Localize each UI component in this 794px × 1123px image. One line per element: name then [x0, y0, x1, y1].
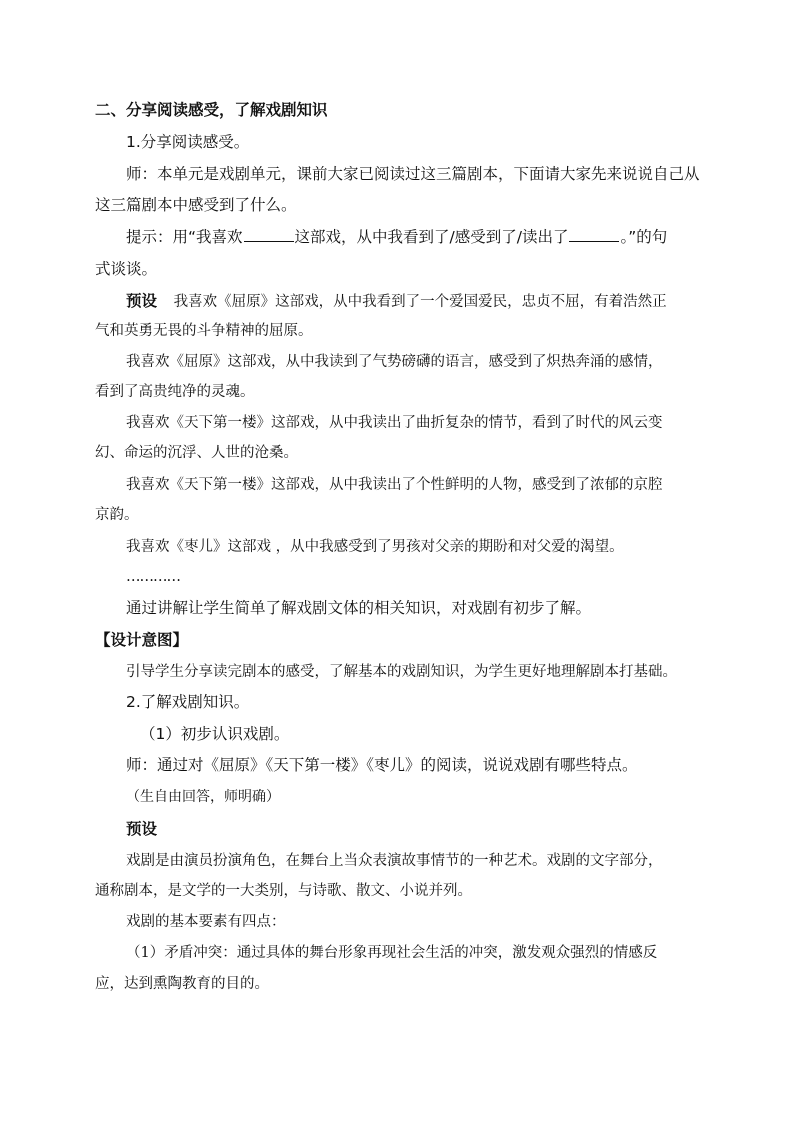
preset-label: 预设	[126, 292, 158, 310]
hint-line1	[126, 230, 667, 246]
teacher-question: 师：通过对《屈原》《天下第一楼》《枣儿》的阅读，说说戏剧有哪些特点。	[126, 756, 638, 774]
student-note: （生自由回答，师明确）	[126, 789, 280, 805]
preset-para4-line2: 京韵。	[95, 507, 139, 523]
hint-line2: 式谈谈。	[95, 260, 158, 278]
preset-para3-line2: 幻、命运的沉浮、人世的沧桑。	[95, 445, 298, 461]
hint-part2: 这部戏，从中我看到了/感受到了/读出了	[294, 228, 569, 246]
preset-para5: 我喜欢《枣儿》这部戏 ，从中我感受到了男孩对父亲的期盼和对父爱的渴望。	[126, 539, 624, 555]
hint-part1: 提示：用“我喜欢	[126, 228, 243, 246]
summary-text: 通过讲解让学生简单了解戏剧文体的相关知识，对戏剧有初步了解。	[126, 599, 592, 617]
preset-para3-line1: 我喜欢《天下第一楼》这部戏，从中我读出了曲折复杂的情节，看到了时代的风云变	[126, 415, 663, 431]
design-intent-text: 引导学生分享读完剧本的感受，了解基本的戏剧知识，为学生更好地理解剧本打基础。	[126, 664, 677, 680]
element1-line2: 应，达到熏陶教育的目的。	[95, 976, 269, 992]
hint-blank-2	[569, 240, 619, 242]
preset-para1-line1	[126, 294, 667, 310]
step2-heading: 2.了解戏剧知识。	[126, 693, 250, 711]
hint-part3: 。”的句	[620, 228, 668, 246]
teacher-intro-line1: 师：本单元是戏剧单元，课前大家已阅读过这三篇剧本，下面请大家先来说说自己从	[126, 165, 700, 183]
element1-line1: （1）矛盾冲突：通过具体的舞台形象再现社会生活的冲突，激发观众强烈的情感反	[126, 945, 658, 961]
preset-para2-line1: 我喜欢《屈原》这部戏，从中我读到了气势磅礴的语言，感受到了炽热奔涌的感情，	[126, 354, 663, 370]
preset-label-2: 预设	[126, 820, 158, 838]
step1-heading: 1.分享阅读感受。	[126, 133, 250, 151]
preset-para2-line2: 看到了高贵纯净的灵魂。	[95, 384, 255, 400]
step2-sub1: （1）初步认识戏剧。	[140, 725, 290, 743]
preset-para1-line2: 气和英勇无畏的斗争精神的屈原。	[95, 323, 313, 339]
teacher-intro-line2: 这三篇剧本中感受到了什么。	[95, 196, 297, 214]
section-title: 二、分享阅读感受，了解戏剧知识	[95, 101, 328, 119]
design-intent-heading: 【设计意图】	[95, 631, 189, 649]
preset-para1-text: 我喜欢《屈原》这部戏，从中我看到了一个爱国爱民，忠贞不屈，有着浩然正	[173, 294, 667, 310]
preset-para4-line1: 我喜欢《天下第一楼》这部戏，从中我读出了个性鲜明的人物，感受到了浓郁的京腔	[126, 477, 663, 493]
hint-blank-1	[244, 240, 294, 242]
definition-line2: 通称剧本，是文学的一大类别，与诗歌、散文、小说并列。	[95, 883, 472, 899]
ellipsis: …………	[126, 569, 180, 585]
definition-line1: 戏剧是由演员扮演角色，在舞台上当众表演故事情节的一种艺术。戏剧的文字部分，	[126, 853, 663, 869]
elements-intro: 戏剧的基本要素有四点：	[126, 914, 286, 930]
